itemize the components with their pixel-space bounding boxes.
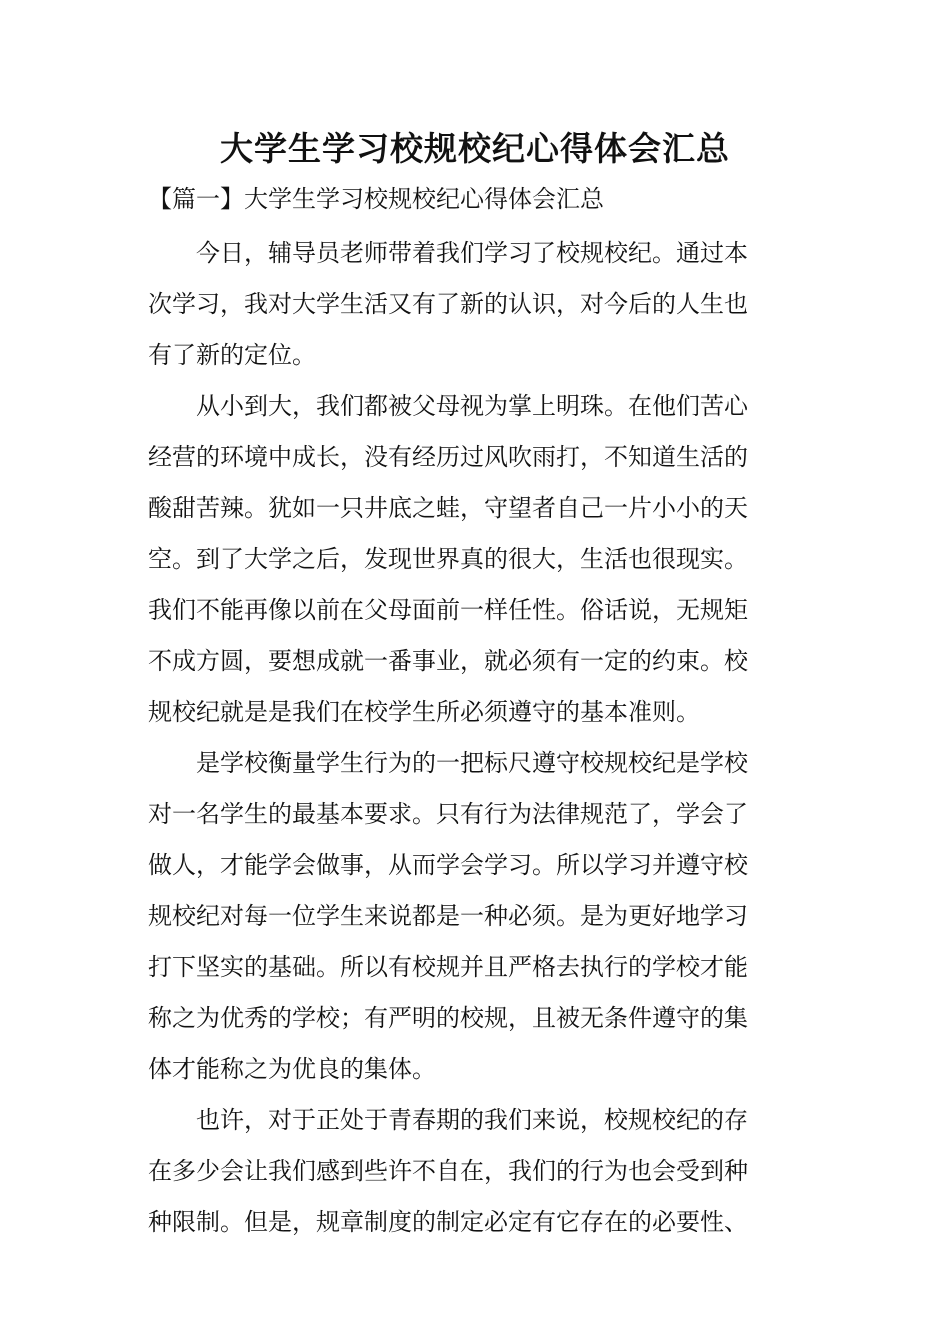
paragraph-line: 种限制。但是，规章制度的制定必定有它存在的必要性、	[148, 1208, 748, 1236]
paragraph-line: 体才能称之为优良的集体。	[148, 1055, 436, 1083]
paragraph-line: 我们不能再像以前在父母面前一样任性。俗话说，无规矩	[148, 596, 748, 624]
paragraph-line: 从小到大，我们都被父母视为掌上明珠。在他们苦心	[196, 392, 748, 420]
paragraph-line: 空。到了大学之后，发现世界真的很大，生活也很现实。	[148, 545, 748, 573]
paragraph-line: 做人，才能学会做事，从而学会学习。所以学习并遵守校	[148, 851, 748, 879]
paragraph-4	[148, 1095, 812, 1248]
paragraph-line: 规校纪对每一位学生来说都是一种必须。是为更好地学习	[148, 902, 748, 930]
paragraph-line: 是学校衡量学生行为的一把标尺遵守校规校纪是学校	[196, 749, 748, 777]
paragraph-line: 规校纪就是是我们在校学生所必须遵守的基本准则。	[148, 698, 700, 726]
paragraph-line: 不成方圆，要想成就一番事业，就必须有一定的约束。校	[148, 647, 748, 675]
paragraph-line: 有了新的定位。	[148, 341, 316, 369]
paragraph-line: 称之为优秀的学校；有严明的校规，且被无条件遵守的集	[148, 1004, 748, 1032]
document-body	[148, 228, 812, 1248]
paragraph-line: 次学习，我对大学生活又有了新的认识，对今后的人生也	[148, 290, 748, 318]
paragraph-line: 在多少会让我们感到些许不自在，我们的行为也会受到种	[148, 1157, 748, 1185]
paragraph-2	[148, 381, 812, 738]
paragraph-line: 也许，对于正处于青春期的我们来说，校规校纪的存	[196, 1106, 748, 1134]
paragraph-line: 今日，辅导员老师带着我们学习了校规校纪。通过本	[196, 239, 748, 267]
paragraph-line: 对一名学生的最基本要求。只有行为法律规范了，学会了	[148, 800, 748, 828]
paragraph-line: 经营的环境中成长，没有经历过风吹雨打，不知道生活的	[148, 443, 748, 471]
paragraph-line: 打下坚实的基础。所以有校规并且严格去执行的学校才能	[148, 953, 748, 981]
paragraph-1	[148, 228, 812, 381]
paragraph-line: 酸甜苦辣。犹如一只井底之蛙，守望者自己一片小小的天	[148, 494, 748, 522]
section-heading: 【篇一】大学生学习校规校纪心得体会汇总	[148, 185, 604, 213]
document-title: 大学生学习校规校纪心得体会汇总	[220, 129, 730, 168]
paragraph-3	[148, 738, 812, 1095]
